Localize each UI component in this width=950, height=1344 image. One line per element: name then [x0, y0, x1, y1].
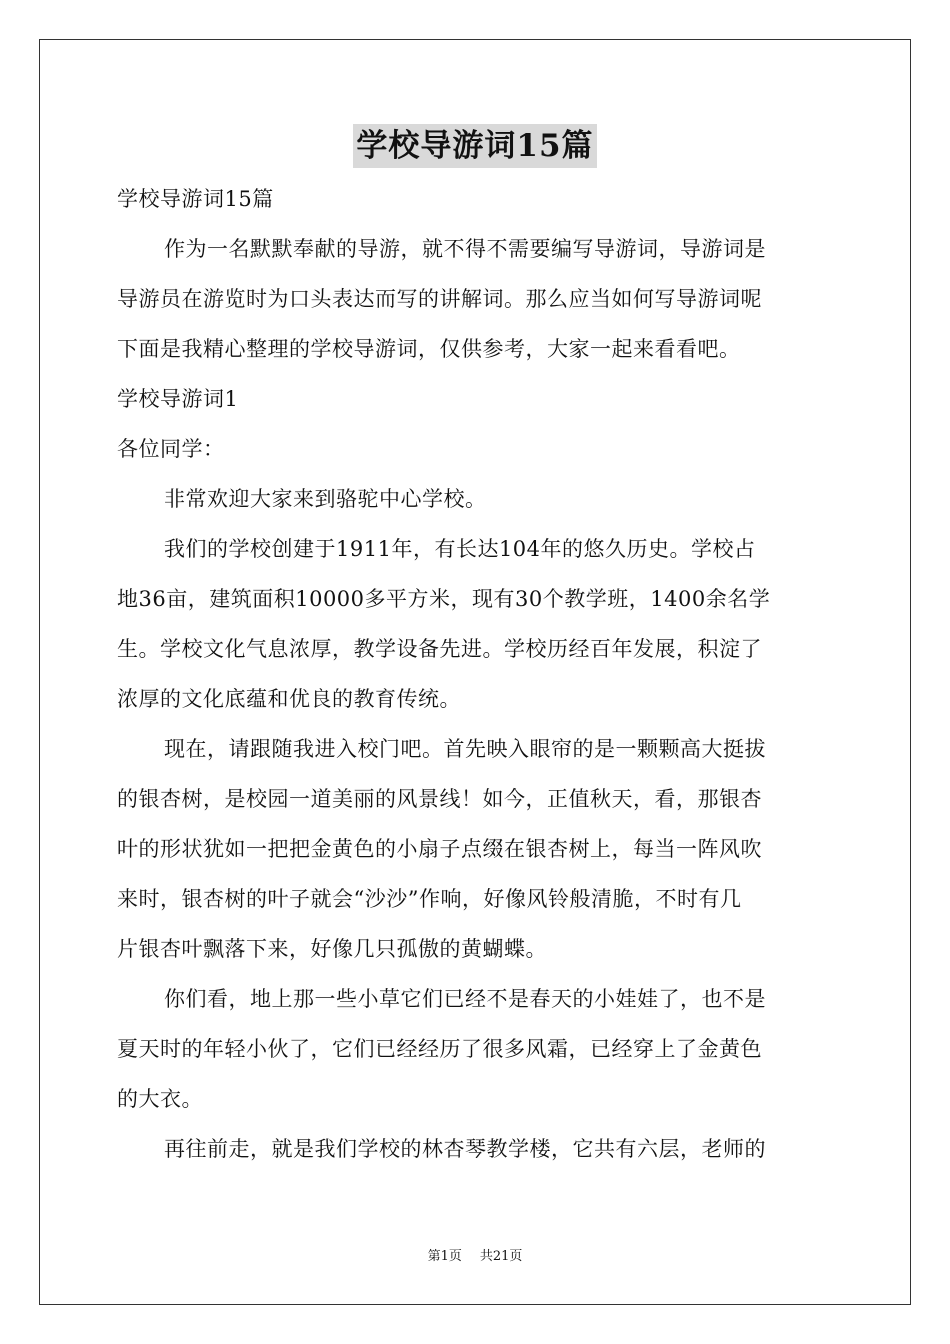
text-line: 你们看，地上那一些小草它们已经不是春天的小娃娃了，也不是	[164, 987, 766, 1011]
text-line: 作为一名默默奉献的导游，就不得不需要编写导游词，导游词是	[164, 237, 766, 261]
text-line: 导游员在游览时为口头表达而写的讲解词。那么应当如何写导游词呢	[117, 287, 762, 311]
text-line: 地36亩，建筑面积10000多平方米，现有30个教学班，1400余名学	[117, 587, 771, 611]
text-line: 的大衣。	[117, 1087, 203, 1111]
text-line: 现在，请跟随我进入校门吧。首先映入眼帘的是一颗颗高大挺拔	[164, 737, 766, 761]
text-line: 学校导游词1	[117, 387, 239, 411]
text-line: 学校导游词15篇	[117, 187, 274, 211]
text-line: 各位同学：	[117, 437, 225, 461]
document-body	[117, 174, 835, 1174]
text-line: 再往前走，就是我们学校的林杏琴教学楼，它共有六层，老师的	[164, 1137, 766, 1161]
text-line: 生。学校文化气息浓厚，教学设备先进。学校历经百年发展，积淀了	[117, 637, 762, 661]
text-line: 下面是我精心整理的学校导游词，仅供参考，大家一起来看看吧。	[117, 337, 741, 361]
page-number: 第1页	[427, 1249, 462, 1264]
text-line: 浓厚的文化底蕴和优良的教育传统。	[117, 687, 461, 711]
page-footer	[0, 1248, 950, 1266]
text-line: 来时，银杏树的叶子就会“沙沙”作响，好像风铃般清脆，不时有几	[117, 887, 742, 911]
text-line: 夏天时的年轻小伙了，它们已经经历了很多风霜，已经穿上了金黄色	[117, 1037, 762, 1061]
text-line: 非常欢迎大家来到骆驼中心学校。	[164, 487, 487, 511]
text-line: 片银杏叶飘落下来，好像几只孤傲的黄蝴蝶。	[117, 937, 547, 961]
page-total: 共21页	[479, 1249, 523, 1264]
title-container	[0, 124, 950, 168]
text-line: 叶的形状犹如一把把金黄色的小扇子点缀在银杏树上，每当一阵风吹	[117, 837, 762, 861]
document-title: 学校导游词15篇	[353, 124, 596, 168]
text-line: 我们的学校创建于1911年，有长达104年的悠久历史。学校占	[164, 537, 756, 561]
text-line: 的银杏树，是校园一道美丽的风景线！如今，正值秋天，看，那银杏	[117, 787, 762, 811]
